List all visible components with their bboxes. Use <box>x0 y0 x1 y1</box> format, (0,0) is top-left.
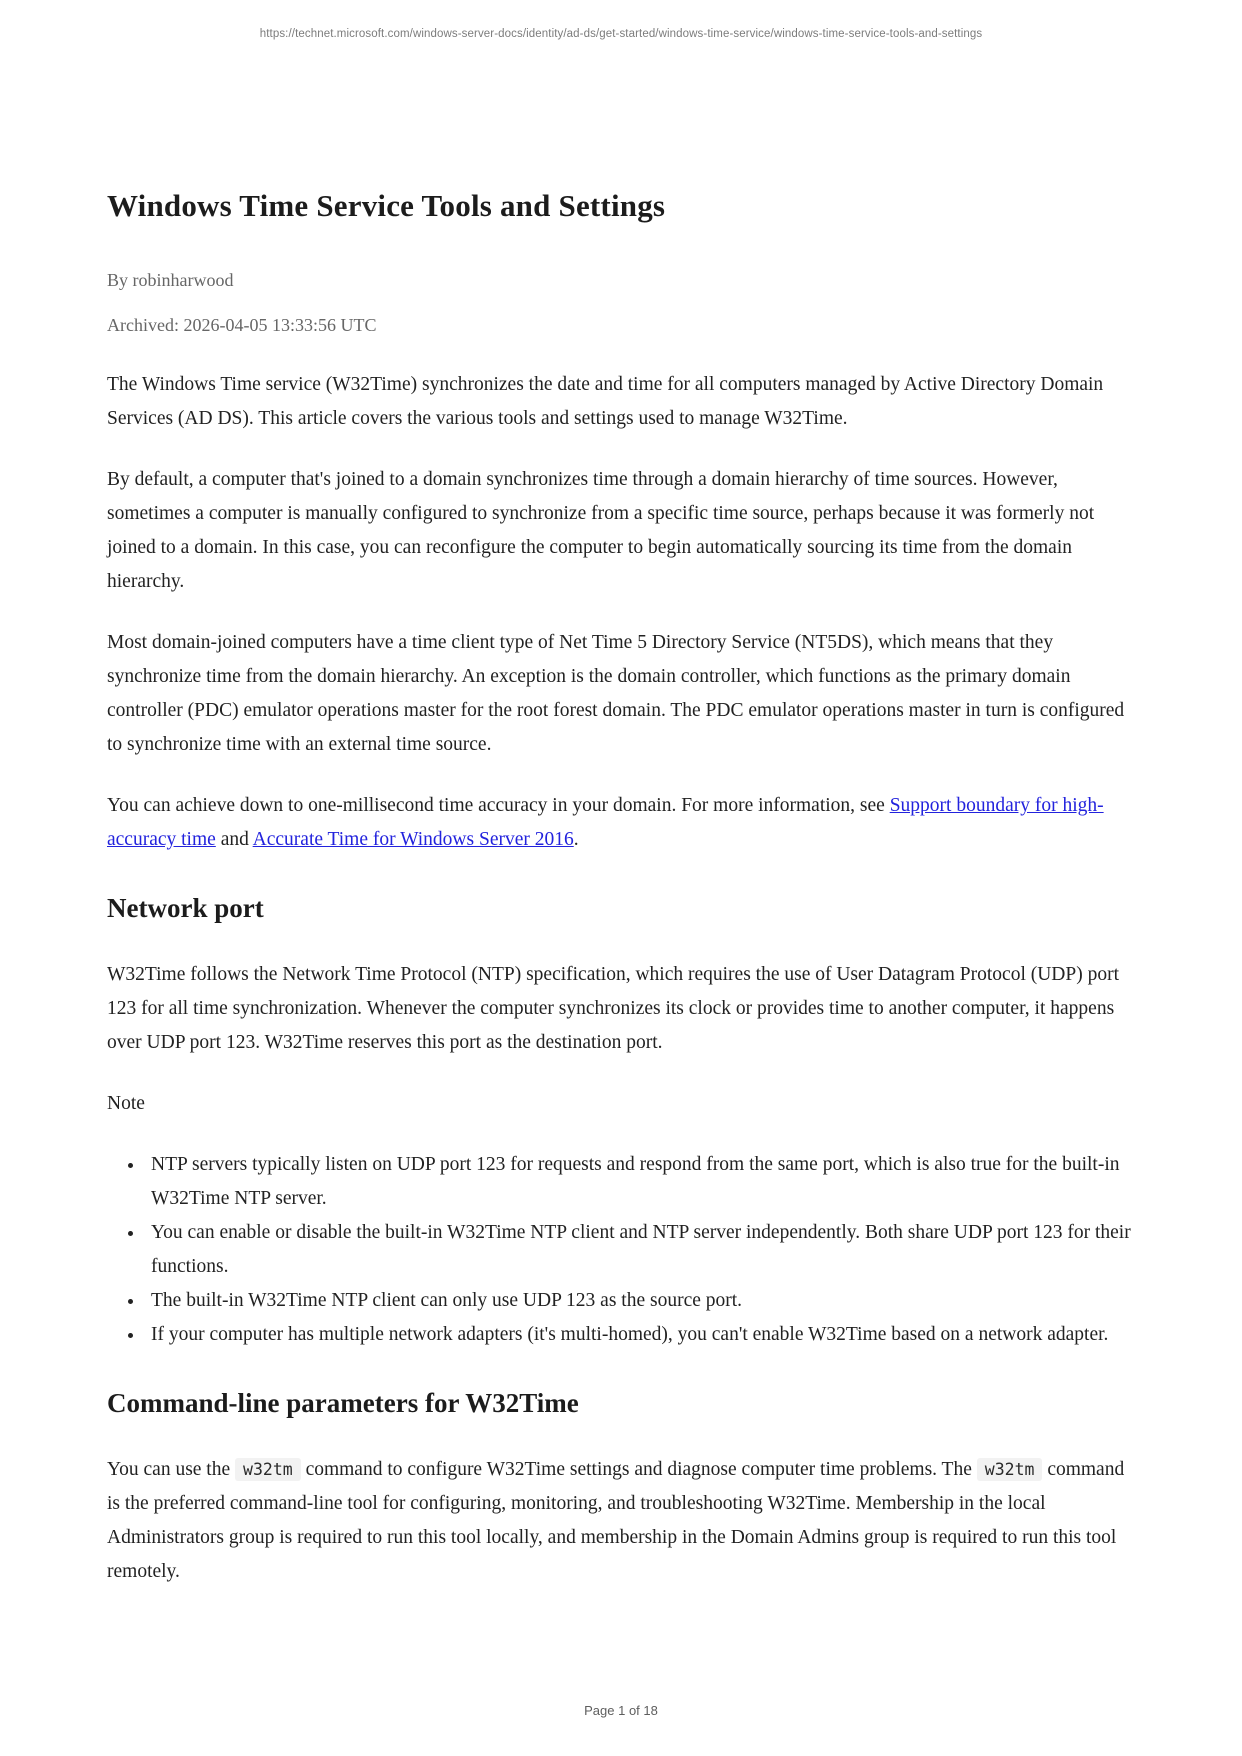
archived-timestamp: Archived: 2026-04-05 13:33:56 UTC <box>107 315 377 335</box>
accuracy-paragraph <box>107 789 1137 857</box>
inline-code-w32tm: w32tm <box>235 1458 301 1481</box>
section-heading-command-line: Command-line parameters for W32Time <box>107 1388 579 1418</box>
list-item: • If your computer has multiple network adapters (it's multi-homed), you can't enable W32Time based on a network adapter. <box>145 1318 1137 1352</box>
byline: By robinharwood <box>107 270 234 290</box>
intro-paragraph-1: The Windows Time service (W32Time) synchronizes the date and time for all computers managed by Active Directory Domain Services (AD DS). This article covers the various tools and settings used to manage W32Time. <box>107 374 1104 429</box>
cmdline-text-1: You can use the <box>107 1459 236 1480</box>
link-support-boundary[interactable]: Support boundary for high-accuracy time <box>107 795 1104 850</box>
list-item: • The built-in W32Time NTP client can only use UDP 123 as the source port. <box>145 1284 1137 1318</box>
inline-code-w32tm: w32tm <box>977 1458 1043 1481</box>
cmdline-text-3: command is the preferred command-line tool for configuring, monitoring, and troubleshooting W32Time. Membership in the local Administrators group is required to run this tool locally, and membership in the Domain Admins group is required to run this tool remotely. <box>107 1459 1125 1582</box>
accuracy-text-and: and <box>215 829 253 850</box>
list-item: • You can enable or disable the built-in W32Time NTP client and NTP server independently. Both share UDP port 123 for their functions. <box>145 1216 1137 1284</box>
note-label: Note <box>107 1093 145 1114</box>
link-accurate-time[interactable]: Accurate Time for Windows Server 2016 <box>252 829 574 850</box>
cmdline-text-2: command to configure W32Time settings and diagnose computer time problems. The <box>300 1459 977 1480</box>
note-bullet-list <box>107 1148 1137 1352</box>
page-number: Page 1 of 18 <box>584 1703 658 1718</box>
cmdline-paragraph <box>107 1453 1137 1589</box>
intro-paragraph-3: Most domain-joined computers have a time client type of Net Time 5 Directory Service (NT5DS), which means that they synchronize time from the domain hierarchy. An exception is the domain controller, which functions as the primary domain controller (PDC) emulator operations master for the root forest domain. The PDC emulator operations master in turn is configured to synchronize time with an external time source. <box>107 632 1125 755</box>
section-heading-network-port: Network port <box>107 893 264 923</box>
page-title: Windows Time Service Tools and Settings <box>107 188 666 223</box>
header-url: https://technet.microsoft.com/windows-server-docs/identity/ad-ds/get-started/windows-time-service/windows-time-service-tools-and-settings <box>259 28 983 40</box>
article-content <box>107 188 1137 1616</box>
intro-paragraph-2: By default, a computer that's joined to a domain synchronizes time through a domain hierarchy of time sources. However, sometimes a computer is manually configured to synchronize from a specific time source, perhaps because it was formerly not joined to a domain. In this case, you can reconfigure the computer to begin automatically sourcing its time from the domain hierarchy. <box>107 469 1095 592</box>
network-port-paragraph: W32Time follows the Network Time Protocol (NTP) specification, which requires the use of User Datagram Protocol (UDP) port 123 for all time synchronization. Whenever the computer synchronizes its clock or provides time to another computer, it happens over UDP port 123. W32Time reserves this port as the destination port. <box>107 964 1120 1053</box>
list-item: • NTP servers typically listen on UDP port 123 for requests and respond from the same port, which is also true for the built-in W32Time NTP server. <box>145 1148 1137 1216</box>
accuracy-text-prefix: You can achieve down to one-millisecond time accuracy in your domain. For more information, see <box>107 795 890 816</box>
accuracy-text-suffix: . <box>573 829 579 850</box>
